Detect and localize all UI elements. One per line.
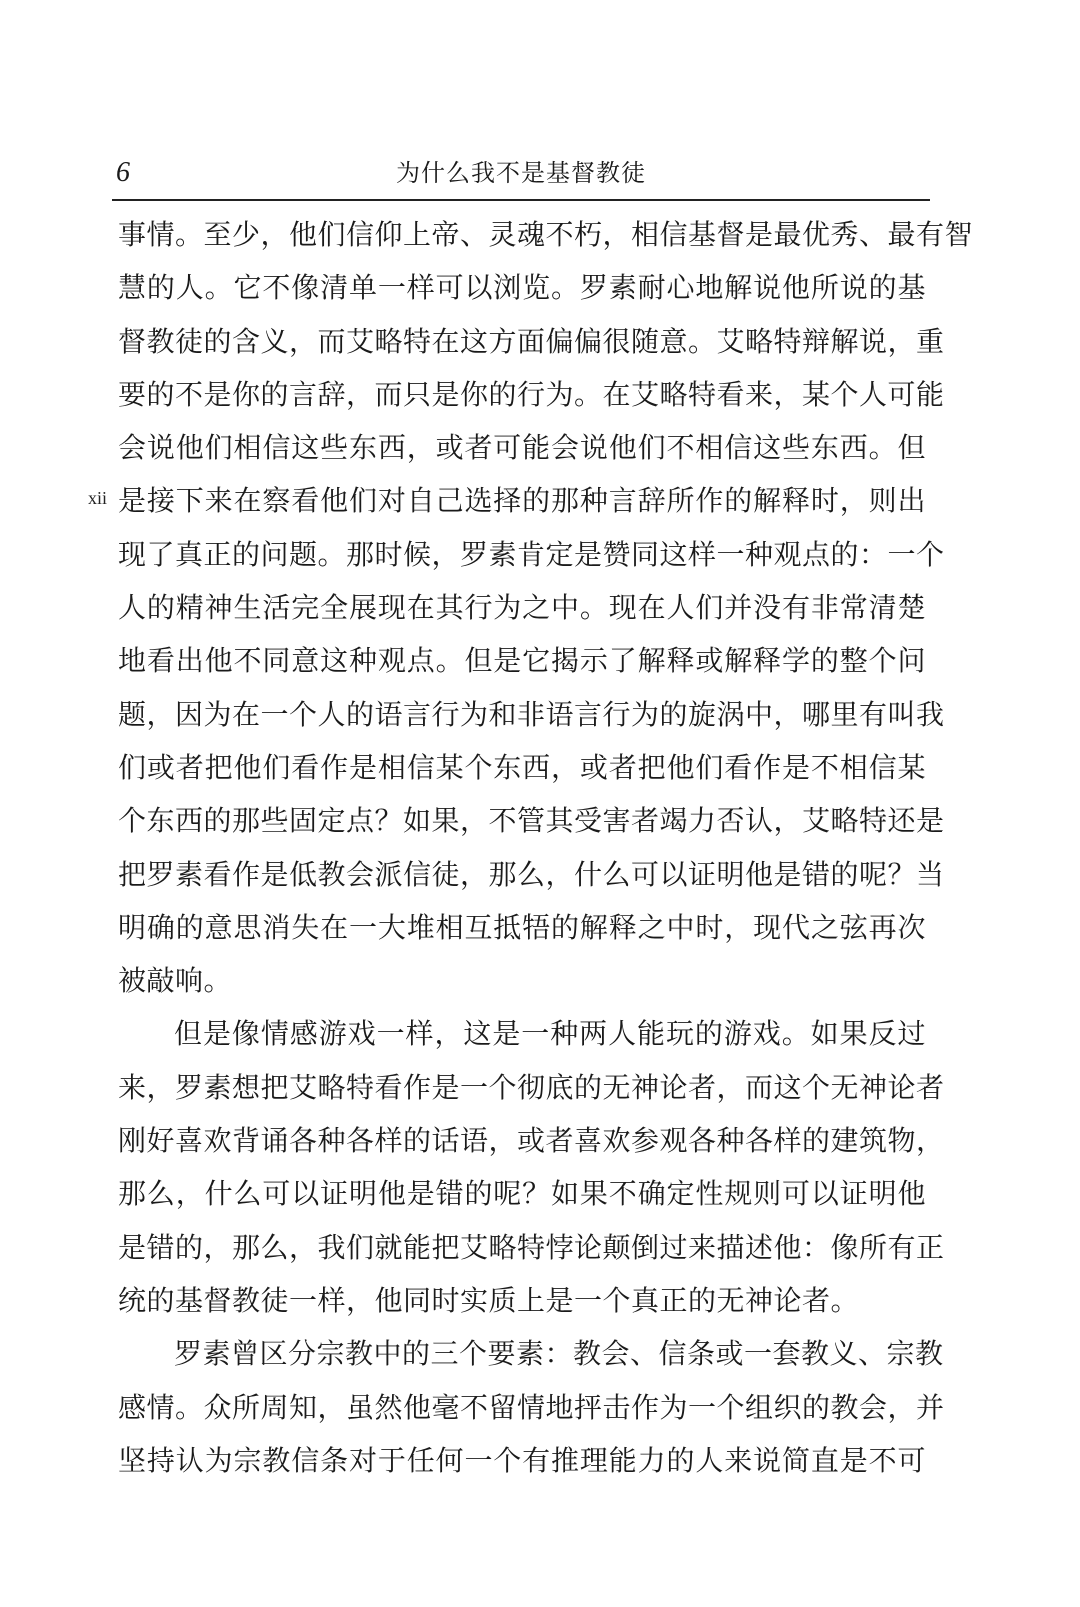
text-line: 是接下来在察看他们对自己选择的那种言辞所作的解释时，则出 [118,484,926,518]
text-line: 题，因为在一个人的语言行为和非语言行为的旋涡中，哪里有叫我 [118,697,945,731]
text-line: 现了真正的问题。那时候，罗素肯定是赞同这样一种观点的：一个 [118,537,945,571]
text-line: 来，罗素想把艾略特看作是一个彻底的无神论者，而这个无神论者 [118,1070,945,1104]
text-line: 要的不是你的言辞，而只是你的行为。在艾略特看来，某个人可能 [118,377,945,411]
text-line: 慧的人。它不像清单一样可以浏览。罗素耐心地解说他所说的基 [118,271,926,305]
text-line: 感情。众所周知，虽然他毫不留情地抨击作为一个组织的教会，并 [118,1390,945,1424]
page-header [112,150,930,200]
text-line: 个东西的那些固定点？如果，不管其受害者竭力否认，艾略特还是 [118,804,945,838]
margin-page-marker: xii [88,488,108,508]
text-line: 会说他们相信这些东西，或者可能会说他们不相信这些东西。但 [118,431,926,465]
body-text [118,208,974,1487]
text-line: 把罗素看作是低教会派信徒，那么，什么可以证明他是错的呢？当 [118,857,945,891]
text-line: 是错的，那么，我们就能把艾略特悖论颠倒过来描述他：像所有正 [118,1230,945,1264]
text-line: 地看出他不同意这种观点。但是它揭示了解释或解释学的整个问 [118,644,926,678]
text-line: 但是像情感游戏一样，这是一种两人能玩的游戏。如果反过 [174,1017,926,1051]
text-line: 督教徒的含义，而艾略特在这方面偏偏很随意。艾略特辩解说，重 [118,324,945,358]
text-line: 明确的意思消失在一大堆相互抵牾的解释之中时，现代之弦再次 [118,910,926,944]
text-line: 坚持认为宗教信条对于任何一个有推理能力的人来说简直是不可 [118,1443,926,1477]
text-line: 统的基督教徒一样，他同时实质上是一个真正的无神论者。 [118,1283,860,1317]
text-line: 刚好喜欢背诵各种各样的话语，或者喜欢参观各种各样的建筑物， [118,1124,945,1158]
page-number: 6 [116,157,130,188]
text-line: 人的精神生活完全展现在其行为之中。现在人们并没有非常清楚 [118,591,926,625]
text-line: 们或者把他们看作是相信某个东西，或者把他们看作是不相信某 [118,750,926,784]
running-title: 为什么我不是基督教徒 [396,159,646,187]
text-line: 那么，什么可以证明他是错的呢？如果不确定性规则可以证明他 [118,1177,926,1211]
text-line: 罗素曾区分宗教中的三个要素：教会、信条或一套教义、宗教 [174,1337,944,1371]
text-line: 事情。至少，他们信仰上帝、灵魂不朽，相信基督是最优秀、最有智 [118,218,974,251]
text-line: 被敲响。 [118,964,233,998]
header-rule [112,199,930,201]
